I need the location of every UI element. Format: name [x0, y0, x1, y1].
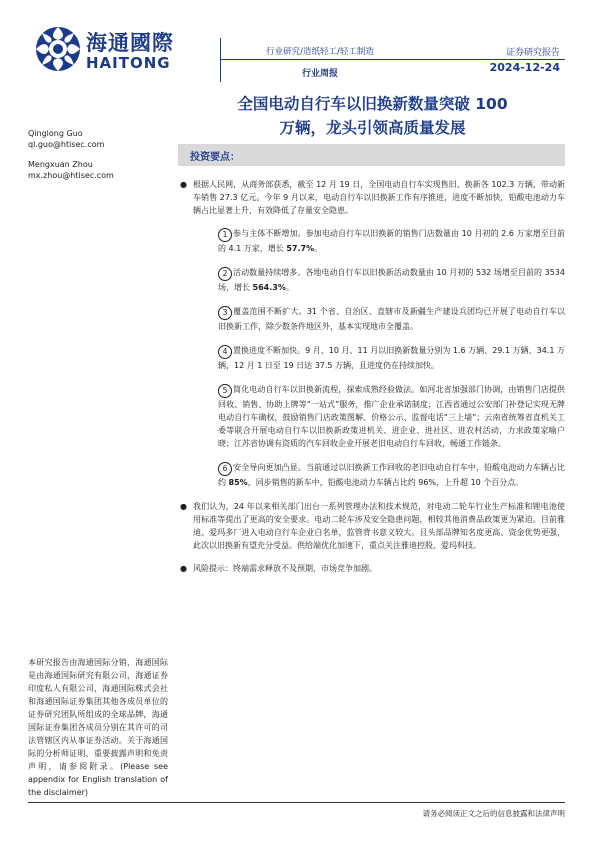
circled-number: 3	[218, 306, 232, 320]
item-text-lead: 参与主体不断增加。参加电动自行车以旧换新的销售门店数量由 10 月初的 2.6 万家增至目前的 4.1 万家，增长	[218, 229, 565, 253]
key-points-body	[178, 178, 565, 585]
item-text-lead: 简化电动自行车以旧换新流程，探索成熟经验做法。如河北省加强部门协调，由销售门店提供回收、销售、协助上牌等“一站式”服务，推广企业承诺制度；江西省通过公安部门补登记实现无牌电动自行车确权，鼓励销售门店政策图解、价格公示、监督电话“三上墙”；云南省统筹省直机关工委等联合开展电动自行车以旧换新政策进机关、进企业、进社区、进农村活动，力求政策家喻户晓；江苏省协调有资质的汽车回收企业开展老旧电动自行车回收，畅通工作链条。	[218, 385, 565, 448]
numbered-item	[218, 344, 565, 372]
item-text-hi: 85%	[228, 478, 248, 487]
numbered-item	[218, 266, 565, 294]
report-date: 2024-12-24	[489, 61, 560, 74]
numbered-item	[218, 305, 565, 333]
bullet-2-text: 我们认为，24 年以来相关部门出台一系列管理办法和技术规范，对电动二轮车行业生产标准和锂电池使用标准等提出了更高的安全要求。电动二轮车涉及安全隐患问题，相较其他消费品政策更为紧迫。目前雅迪、爱玛多厂进入电动自行车企业白名单，监管背书意义较大。且头部品牌知名度更高、资金优势更强，此次以旧换新有望充分受益。供给端优化加速下，重点关注雅迪控股、爱玛科技。	[193, 502, 565, 550]
circled-number: 4	[218, 345, 232, 359]
footer-divider	[28, 802, 565, 803]
item-text-tail: 。	[314, 244, 323, 253]
numbered-item	[218, 461, 565, 489]
bullet-1-text: 根据人民网，从商务部获悉，截至 12 月 19 日，全国电动自行车实现售旧、换新各 102.3 万辆，带动新车销售 27.3 亿元。今年 9 月以来，电动自行车以旧换新工作有序推进，进度不断加快，铅酸电池动力车辆占比显著上升，有效降低了存量安全隐患。	[193, 180, 565, 215]
item-text-tail: 。	[285, 283, 294, 292]
key-points-heading: 投资要点：	[190, 152, 240, 163]
author-2-email[interactable]: mx.zhou@htisec.com	[28, 171, 114, 180]
bullet-3-text: 风险提示：终端需求释放不及预期，市场竞争加剧。	[193, 564, 377, 573]
item-text-lead: 置换进度不断加快。9 月、10 月、11 月以旧换新数量分别为 1.6 万辆、29.1 万辆、34.1 万辆，12 月 1 日至 19 日达 37.5 万辆，且进度仍在持续加快。	[218, 346, 565, 370]
logo-text-en: HAITONG	[86, 54, 171, 72]
bullet-paragraph-1	[178, 178, 565, 217]
item-text-lead: 覆盖范围不断扩大。31 个省、自治区、直辖市及新疆生产建设兵团均已开展了电动自行车以旧换新工作，除少数条件地区外，基本实现地市全覆盖。	[218, 307, 565, 331]
report-title-line1: 全国电动自行车以旧换新数量突破 100	[237, 95, 508, 113]
disclaimer-text: 本研究报告由海通国际分销，海通国际是由海通国际研究有限公司，海通证券印度私人有限公司，海通国际株式会社和海通国际证券集团其他各成员单位的证券研究团队所组成的全球品牌，海通国际证券集团各成员分别在其许可的司法管辖区内从事证券活动。关于海通国际的分析师证明，重要披露声明和免责声明，请参阅附录。(Please see appendix for English translation of the disclaimer)	[28, 658, 168, 797]
item-text-lead: 活动数量持续增多。各地电动自行车以旧换新活动数量由 10 月初的 532 场增至目前的 3534 场，增长	[218, 268, 565, 292]
header-divider	[220, 59, 565, 60]
report-label: 证券研究报告	[505, 48, 560, 58]
numbered-item	[218, 383, 565, 450]
author-1-name: Qinglong Guo	[28, 129, 83, 138]
bullet-icon: ●	[180, 502, 187, 511]
logo-text-cn: 海通國際	[86, 31, 174, 55]
circled-number: 2	[218, 267, 232, 281]
report-title	[180, 92, 565, 140]
footer-notice: 请务必阅读正文之后的信息披露和法律声明	[422, 809, 565, 818]
numbered-item	[218, 227, 565, 255]
report-title-line2: 万辆，龙头引领高质量发展	[279, 119, 466, 137]
item-text-lead: 安全导向更加凸显。当前通过以旧换新工作回收的老旧电动自行车中，铅酸电池动力车辆占比约	[218, 463, 565, 487]
bullet-icon: ●	[180, 564, 187, 573]
bullet-paragraph-2	[178, 500, 565, 552]
circled-number: 1	[218, 228, 232, 242]
author-1-email[interactable]: ql.guo@htisec.com	[28, 140, 105, 149]
bullet-paragraph-3	[178, 562, 565, 575]
report-type: 行业周报	[301, 69, 338, 79]
author-2-name: Mengxuan Zhou	[28, 160, 93, 169]
item-text-hi: 564.3%	[252, 283, 286, 292]
bullet-icon: ●	[180, 180, 187, 189]
item-text-tail: ，同步销售的新车中，铅酸电池动力车辆占比约 96%，上升超 10 个百分点。	[247, 478, 524, 487]
circled-number: 6	[218, 462, 232, 476]
header-divider-vertical	[220, 38, 221, 82]
circled-number: 5	[218, 384, 232, 398]
report-category: 行业研究/造纸轻工/轻工制造	[266, 47, 374, 57]
item-text-hi: 57.7%	[286, 244, 315, 253]
